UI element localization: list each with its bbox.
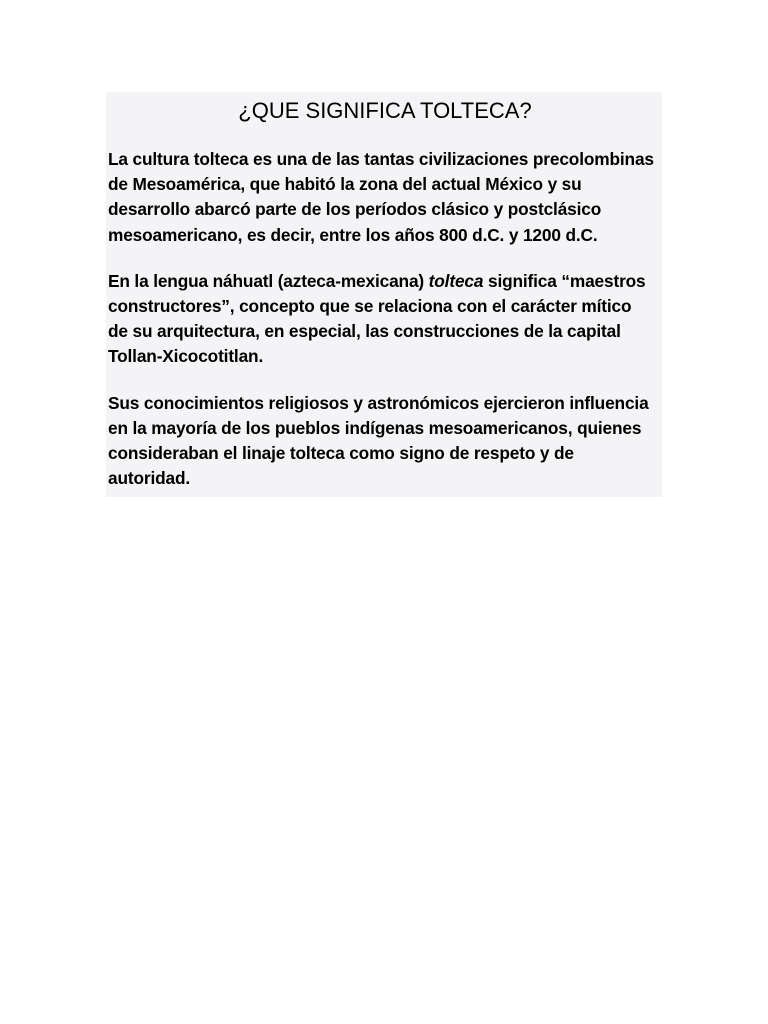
paragraph-2: [108, 269, 662, 370]
paragraph-1-line-3: desarrollo abarcó parte de los períodos clásico y postclásico: [108, 199, 602, 220]
document-title: ¿QUE SIGNIFICA TOLTECA?: [238, 98, 532, 123]
paragraph-2-line-1: [108, 269, 662, 294]
paragraph-3-line-1: Sus conocimientos religiosos y astronómicos ejercieron influencia: [108, 392, 649, 413]
paragraph-1: [108, 147, 662, 248]
paragraph-1-line-1: La cultura tolteca es una de las tantas civilizaciones precolombinas: [108, 149, 654, 169]
document-text-block: [106, 92, 662, 497]
paragraph-2-line-3: de su arquitectura, en especial, las construcciones de la capital: [108, 321, 621, 342]
paragraph-2-line-1-start: En la lengua náhuatl (azteca-mexicana): [108, 270, 429, 291]
paragraph-2-line-4: Tollan-Xicocotitlan.: [108, 346, 264, 367]
paragraph-3-line-2: en la mayoría de los pueblos indígenas mesoamericanos, quienes: [108, 417, 642, 438]
paragraph-3: [108, 391, 662, 492]
paragraph-3-line-3: consideraban el linaje tolteca como signo de respeto y de: [108, 442, 574, 463]
paragraph-1-line-2: de Mesoamérica, que habitó la zona del actual México y su: [108, 174, 582, 195]
paragraph-3-line-4: autoridad.: [108, 468, 191, 489]
paragraph-2-line-1-end: significa “maestros: [483, 270, 646, 291]
italic-term-tolteca: tolteca: [428, 270, 484, 291]
paragraph-1-line-4: mesoamericano, es decir, entre los años 800 d.C. y 1200 d.C.: [108, 224, 598, 245]
paragraph-2-line-2: constructores”, concepto que se relaciona con el carácter mítico: [108, 295, 632, 316]
